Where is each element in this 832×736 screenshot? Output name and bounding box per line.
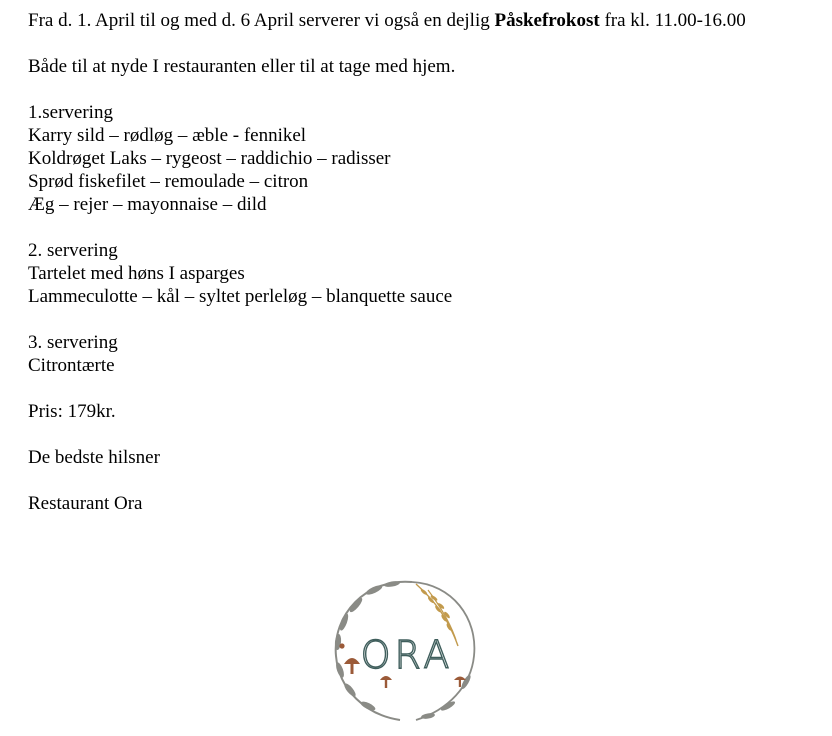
subtitle-line: Både til at nyde I restauranten eller til at tage med hjem. — [28, 56, 456, 77]
intro-text: Fra d. 1. April til og med d. 6 April serverer vi også en dejlig — [28, 10, 495, 31]
menu-item: Æg – rejer – mayonnaise – dild — [28, 194, 267, 215]
menu-document — [28, 9, 788, 515]
intro-bold-title: Påskefrokost — [494, 10, 600, 31]
course-heading-1: 1.servering — [28, 102, 113, 123]
menu-item: Koldrøget Laks – rygeost – raddichio – radisser — [28, 148, 391, 169]
ora-logo — [316, 560, 492, 730]
course-heading-3: 3. servering — [28, 332, 118, 353]
intro-time-text: fra kl. 11.00-16.00 — [599, 10, 746, 31]
signature-line: Restaurant Ora — [28, 493, 143, 514]
menu-item: Karry sild – rødløg – æble - fennikel — [28, 125, 307, 146]
menu-item: Lammeculotte – kål – syltet perleløg – blanquette sauce — [28, 286, 453, 307]
menu-item: Sprød fiskefilet – remoulade – citron — [28, 171, 309, 192]
greeting-line: De bedste hilsner — [28, 447, 160, 468]
intro-paragraph — [28, 9, 788, 32]
menu-item: Citrontærte — [28, 355, 115, 376]
menu-item: Tartelet med høns I asparges — [28, 263, 245, 284]
course-heading-2: 2. servering — [28, 240, 118, 261]
logo-text: ORA — [360, 633, 454, 677]
price-line: Pris: 179kr. — [28, 401, 116, 422]
